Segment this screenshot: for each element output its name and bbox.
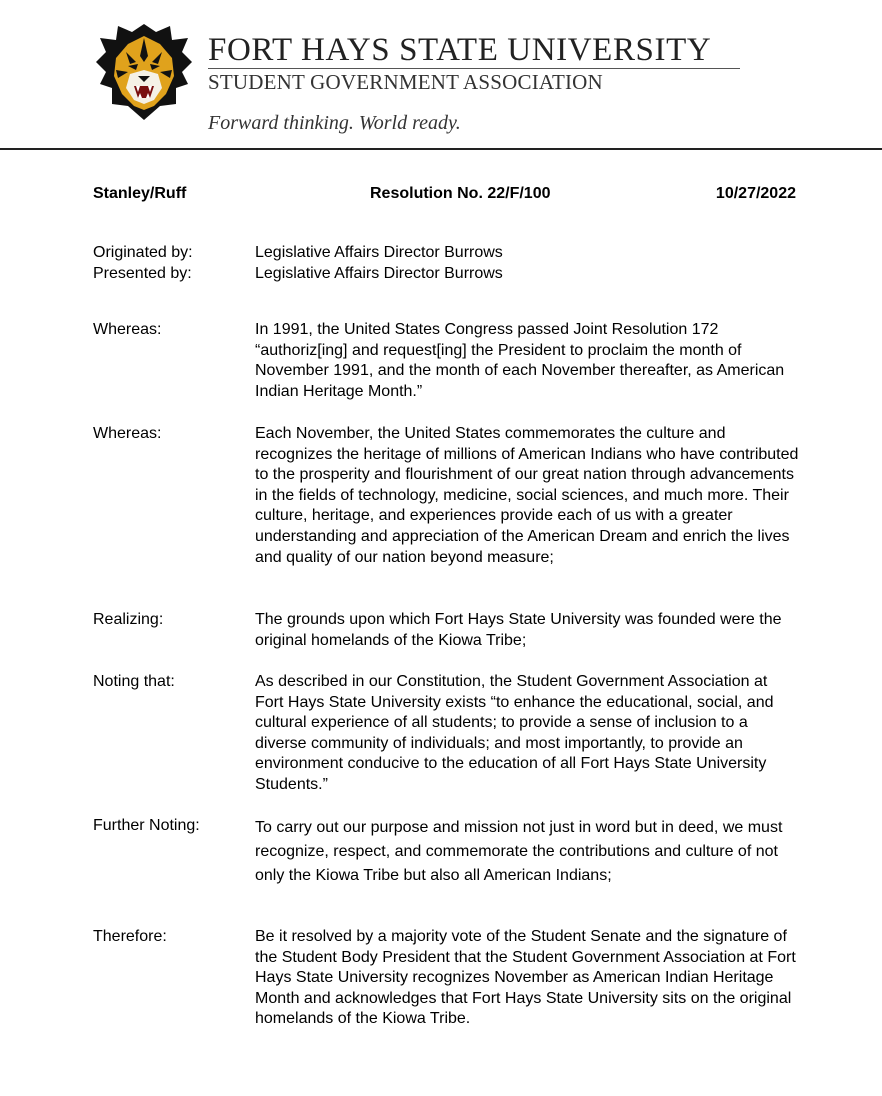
org-name: FORT HAYS STATE UNIVERSITY (208, 32, 712, 68)
clause-text: The grounds upon which Fort Hays State University was founded were the original homelands of the Kiowa Tribe; (255, 611, 782, 649)
clause-label: Whereas: (93, 321, 162, 338)
presented-by-value: Legislative Affairs Director Burrows (255, 265, 503, 282)
clause-text: Each November, the United States commemorates the culture and recognizes the heritage of millions of American Indians who have contributed to the prosperity and flourishment of our great nation through advancements in the fields of technology, medicine, social sciences, and much more. Their culture, heritage, and experiences provide each of us with a greater understanding and appreciation of the American Dream and enrich the lives and quality of our nation beyond measure; (255, 425, 799, 566)
originated-by-row (93, 243, 803, 264)
tagline: Forward thinking. World ready. (208, 112, 461, 134)
clause-text: In 1991, the United States Congress passed Joint Resolution 172 “authoriz[ing] and request[ing] the President to proclaim the month of November 1991, and the month of each November thereafter, as American Indian Heritage Month.” (255, 321, 785, 400)
clause-therefore (93, 927, 803, 1030)
letterhead (0, 0, 882, 150)
clause-label: Realizing: (93, 611, 164, 628)
clause-whereas-2 (93, 424, 803, 568)
resolution-number: Resolution No. 22/F/100 (370, 185, 551, 202)
presented-by-row (93, 264, 803, 285)
clause-further-noting (93, 816, 803, 888)
clause-label: Therefore: (93, 928, 167, 945)
org-subtitle: STUDENT GOVERNMENT ASSOCIATION (208, 70, 603, 94)
org-name-underline (208, 68, 740, 69)
clause-realizing (93, 610, 803, 651)
clause-whereas-1 (93, 320, 803, 402)
resolution-authors: Stanley/Ruff (93, 185, 187, 202)
resolution-date: 10/27/2022 (715, 185, 796, 202)
header-divider (0, 148, 882, 150)
tiger-logo-icon (96, 22, 192, 122)
clause-noting-that (93, 672, 803, 796)
presented-by-label: Presented by: (93, 265, 192, 282)
resolution-meta (93, 185, 796, 207)
clause-label: Whereas: (93, 425, 162, 442)
clause-text: Be it resolved by a majority vote of the Student Senate and the signature of the Student Body President that the Student Government Association at Fort Hays State University recognizes November as American Indian Heritage Month and acknowledges that Fort Hays State University sits on the original homelands of the Kiowa Tribe. (255, 928, 796, 1028)
clause-text: As described in our Constitution, the Student Government Association at Fort Hays State University exists “to enhance the educational, social, and cultural experience of all students; to provide a sense of inclusion to a diverse community of individuals; and most importantly, to provide an environment conducive to the education of all Fort Hays State University Students.” (255, 673, 774, 793)
clause-label: Further Noting: (93, 817, 200, 834)
originated-by-value: Legislative Affairs Director Burrows (255, 244, 503, 261)
originated-by-label: Originated by: (93, 244, 193, 261)
clause-text: To carry out our purpose and mission not just in word but in deed, we must recognize, respect, and commemorate the contributions and culture of not only the Kiowa Tribe but also all American Indians; (255, 819, 783, 884)
clause-label: Noting that: (93, 673, 175, 690)
